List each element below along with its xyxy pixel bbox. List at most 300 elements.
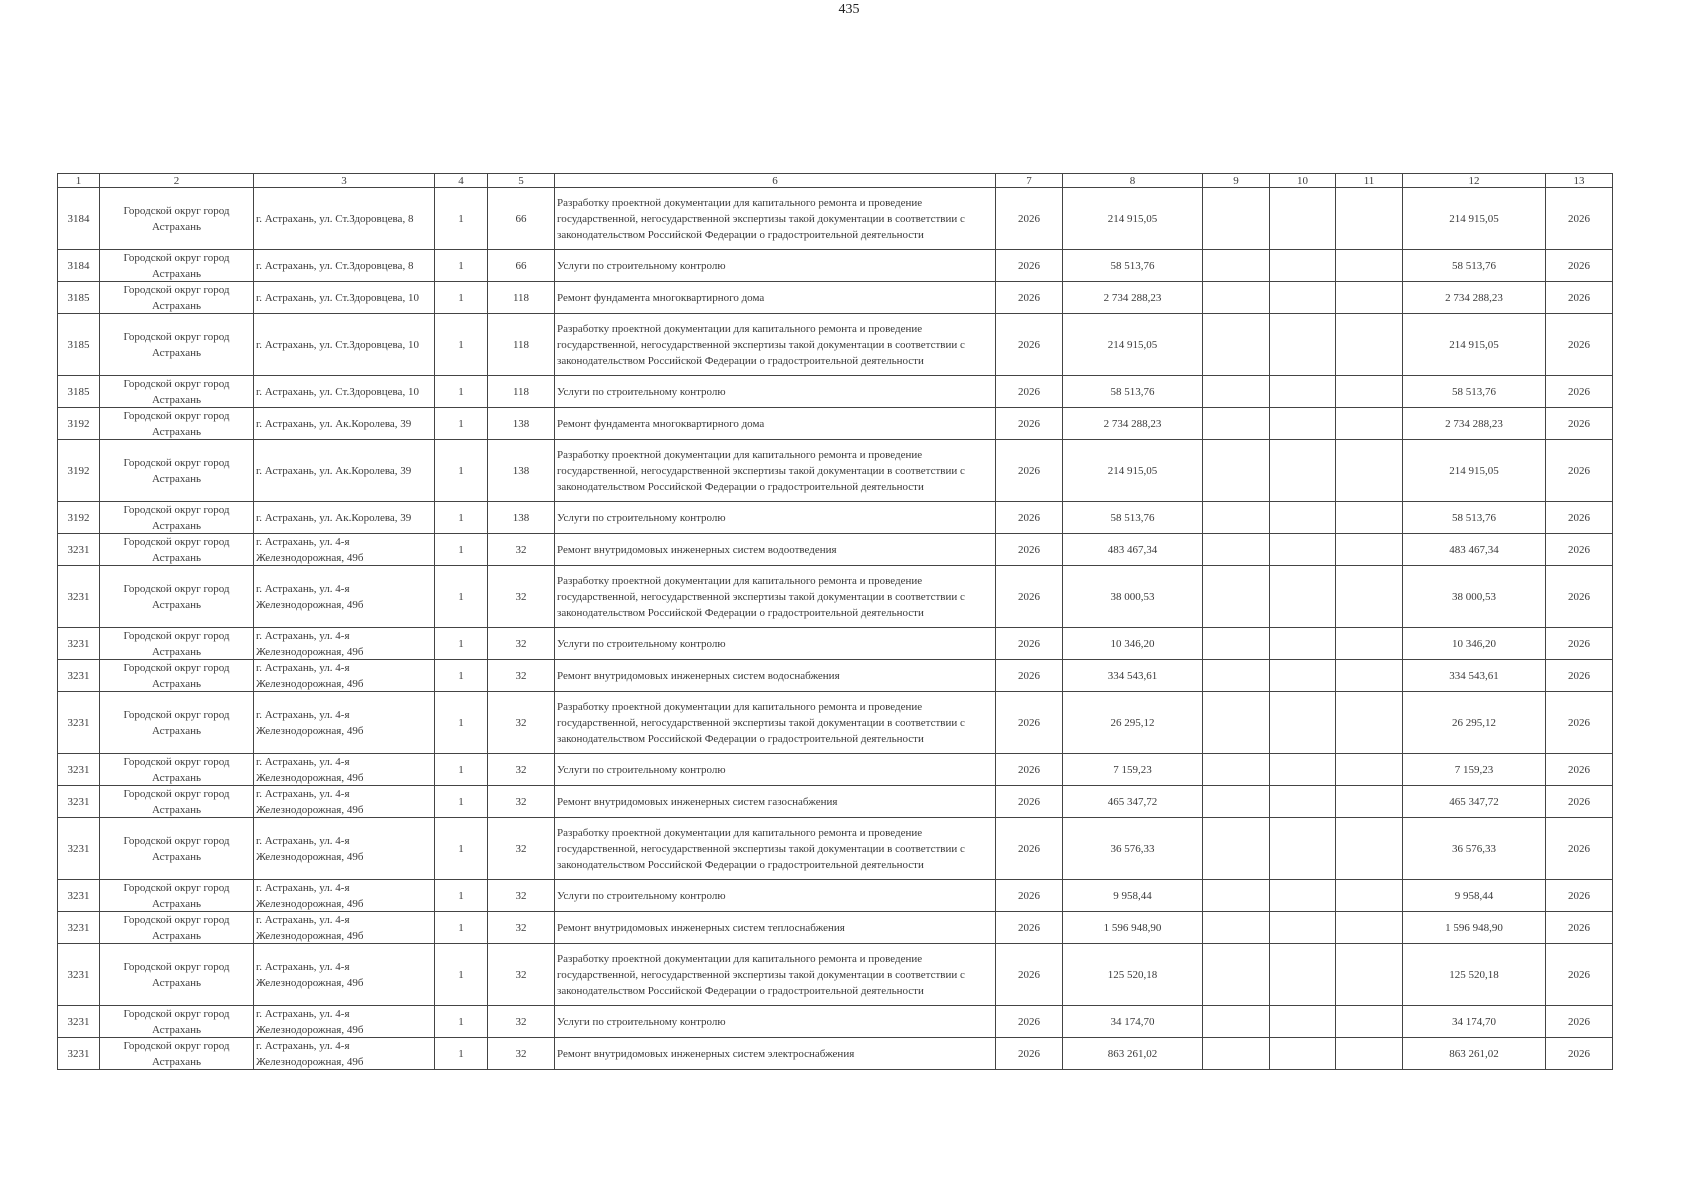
col5-value-text: 138 — [512, 511, 530, 524]
col11-value — [1336, 188, 1403, 250]
address-text: г. Астрахань, ул. Ст.Здоровцева, 10 — [256, 385, 419, 398]
municipality-text: Городской округ город Астрахань — [123, 582, 230, 611]
col10-value — [1270, 566, 1336, 628]
total-cost — [1063, 440, 1203, 502]
column-number-header: 11 — [1336, 174, 1403, 188]
completion-year-text: 2026 — [1568, 385, 1590, 398]
address-text: г. Астрахань, ул. Ак.Королева, 39 — [256, 464, 412, 477]
municipality — [100, 754, 254, 786]
col11-value — [1336, 786, 1403, 818]
col9-value — [1203, 282, 1270, 314]
fund-cost — [1403, 628, 1546, 660]
fund-cost — [1403, 314, 1546, 376]
total-cost-text: 334 543,61 — [1107, 669, 1158, 682]
completion-year — [1546, 818, 1613, 880]
col4-value-text: 1 — [458, 338, 464, 351]
table-row — [58, 944, 1613, 1006]
year — [996, 692, 1063, 754]
col10-value — [1270, 502, 1336, 534]
work-type-text: Услуги по строительному контролю — [557, 259, 726, 272]
col4-value-text: 1 — [458, 464, 464, 477]
fund-cost — [1403, 440, 1546, 502]
col11-value — [1336, 534, 1403, 566]
col5-value-text: 66 — [515, 212, 527, 225]
col5-value — [488, 314, 555, 376]
col5-value — [488, 376, 555, 408]
col4-value-text: 1 — [458, 763, 464, 776]
fund-cost — [1403, 408, 1546, 440]
column-number-header: 2 — [100, 174, 254, 188]
row-number-text: 3231 — [67, 842, 90, 855]
table-row — [58, 250, 1613, 282]
table-row — [58, 566, 1613, 628]
col11-value — [1336, 1006, 1403, 1038]
col5-value — [488, 188, 555, 250]
address-text: г. Астрахань, ул. Ст.Здоровцева, 10 — [256, 291, 419, 304]
work-type — [555, 408, 996, 440]
col5-value-text: 32 — [515, 590, 527, 603]
municipality-text: Городской округ город Астрахань — [123, 456, 230, 485]
col5-value-text: 66 — [515, 259, 527, 272]
col4-value — [435, 880, 488, 912]
address-text: г. Астрахань, ул. 4-я Железнодорожная, 49б — [256, 756, 364, 784]
capital-repair-table — [57, 173, 1613, 1070]
col4-value-text: 1 — [458, 590, 464, 603]
work-type — [555, 440, 996, 502]
total-cost — [1063, 880, 1203, 912]
total-cost-text: 10 346,20 — [1110, 637, 1155, 650]
total-cost-text: 58 513,76 — [1110, 385, 1155, 398]
address-text: г. Астрахань, ул. 4-я Железнодорожная, 49б — [256, 1040, 364, 1068]
fund-cost — [1403, 880, 1546, 912]
table-row — [58, 818, 1613, 880]
fund-cost-text: 214 915,05 — [1449, 212, 1499, 225]
col4-value — [435, 440, 488, 502]
row-number-text: 3231 — [67, 1015, 90, 1028]
municipality — [100, 376, 254, 408]
fund-cost-text: 26 295,12 — [1452, 716, 1496, 729]
col9-value — [1203, 754, 1270, 786]
col4-value — [435, 502, 488, 534]
total-cost-text: 214 915,05 — [1107, 338, 1158, 351]
col4-value-text: 1 — [458, 716, 464, 729]
work-type — [555, 660, 996, 692]
fund-cost-text: 214 915,05 — [1449, 338, 1499, 351]
row-number — [58, 282, 100, 314]
col9-value — [1203, 912, 1270, 944]
col11-value — [1336, 754, 1403, 786]
address-text: г. Астрахань, ул. 4-я Железнодорожная, 49б — [256, 536, 364, 564]
row-number-text: 3231 — [67, 763, 90, 776]
col9-value — [1203, 818, 1270, 880]
address — [254, 912, 435, 944]
completion-year-text: 2026 — [1568, 259, 1590, 272]
year-text: 2026 — [1018, 889, 1040, 902]
col4-value-text: 1 — [458, 921, 464, 934]
col10-value — [1270, 628, 1336, 660]
col4-value — [435, 408, 488, 440]
completion-year — [1546, 282, 1613, 314]
row-number-text: 3231 — [67, 590, 90, 603]
address — [254, 786, 435, 818]
municipality-text: Городской округ город Астрахань — [123, 504, 230, 532]
work-type-text: Ремонт внутридомовых инженерных систем электроснабжения — [557, 1047, 855, 1060]
row-number — [58, 440, 100, 502]
col11-value — [1336, 440, 1403, 502]
municipality — [100, 314, 254, 376]
col4-value-text: 1 — [458, 669, 464, 682]
address — [254, 944, 435, 1006]
col5-value — [488, 1006, 555, 1038]
work-type — [555, 1006, 996, 1038]
work-type — [555, 502, 996, 534]
col11-value — [1336, 818, 1403, 880]
fund-cost — [1403, 534, 1546, 566]
col5-value-text: 32 — [515, 1047, 527, 1060]
fund-cost — [1403, 1006, 1546, 1038]
col5-value — [488, 282, 555, 314]
col4-value-text: 1 — [458, 212, 464, 225]
col10-value — [1270, 880, 1336, 912]
total-cost — [1063, 250, 1203, 282]
row-number — [58, 566, 100, 628]
row-number-text: 3185 — [67, 338, 90, 351]
completion-year-text: 2026 — [1568, 511, 1590, 524]
municipality-text: Городской округ город Астрахань — [123, 630, 230, 658]
col9-value — [1203, 534, 1270, 566]
col4-value-text: 1 — [458, 291, 464, 304]
year — [996, 912, 1063, 944]
year-text: 2026 — [1018, 338, 1040, 351]
col4-value — [435, 314, 488, 376]
municipality — [100, 660, 254, 692]
year — [996, 282, 1063, 314]
column-number-header: 10 — [1270, 174, 1336, 188]
municipality — [100, 628, 254, 660]
col9-value — [1203, 944, 1270, 1006]
work-type — [555, 566, 996, 628]
total-cost-text: 34 174,70 — [1110, 1015, 1155, 1028]
col4-value-text: 1 — [458, 511, 464, 524]
col4-value — [435, 250, 488, 282]
col11-value — [1336, 314, 1403, 376]
work-type — [555, 376, 996, 408]
completion-year — [1546, 250, 1613, 282]
completion-year-text: 2026 — [1568, 291, 1590, 304]
total-cost-text: 7 159,23 — [1113, 763, 1152, 776]
fund-cost-text: 2 734 288,23 — [1445, 291, 1503, 304]
table-row — [58, 1006, 1613, 1038]
row-number — [58, 534, 100, 566]
total-cost-text: 36 576,33 — [1110, 842, 1155, 855]
municipality — [100, 1006, 254, 1038]
address — [254, 502, 435, 534]
work-type-text: Ремонт внутридомовых инженерных систем водоснабжения — [557, 669, 840, 682]
col5-value — [488, 502, 555, 534]
row-number-text: 3192 — [67, 511, 90, 524]
row-number — [58, 660, 100, 692]
col11-value — [1336, 880, 1403, 912]
year-text: 2026 — [1018, 212, 1040, 225]
total-cost — [1063, 566, 1203, 628]
year — [996, 786, 1063, 818]
total-cost-text: 2 734 288,23 — [1103, 417, 1162, 430]
work-type-text: Ремонт внутридомовых инженерных систем водоотведения — [557, 543, 837, 556]
year-text: 2026 — [1018, 291, 1040, 304]
work-type-text: Услуги по строительному контролю — [557, 637, 726, 650]
col5-value — [488, 818, 555, 880]
municipality — [100, 818, 254, 880]
completion-year — [1546, 1038, 1613, 1070]
row-number-text: 3231 — [67, 637, 90, 650]
year-text: 2026 — [1018, 795, 1040, 808]
total-cost — [1063, 376, 1203, 408]
table-row — [58, 692, 1613, 754]
column-number-header: 13 — [1546, 174, 1613, 188]
year-text: 2026 — [1018, 842, 1040, 855]
municipality — [100, 944, 254, 1006]
completion-year-text: 2026 — [1568, 795, 1590, 808]
column-number-header: 1 — [58, 174, 100, 188]
municipality — [100, 880, 254, 912]
col10-value — [1270, 250, 1336, 282]
work-type-text: Ремонт фундамента многоквартирного дома — [557, 417, 765, 430]
col9-value — [1203, 376, 1270, 408]
year-text: 2026 — [1018, 637, 1040, 650]
address-text: г. Астрахань, ул. Ст.Здоровцева, 8 — [256, 212, 414, 225]
table-row — [58, 628, 1613, 660]
address — [254, 376, 435, 408]
col11-value — [1336, 250, 1403, 282]
address-text: г. Астрахань, ул. 4-я Железнодорожная, 49б — [256, 788, 364, 816]
fund-cost-text: 58 513,76 — [1452, 385, 1496, 398]
row-number-text: 3231 — [67, 968, 90, 981]
col11-value — [1336, 408, 1403, 440]
row-number-text: 3231 — [67, 543, 90, 556]
work-type — [555, 1038, 996, 1070]
col5-value — [488, 786, 555, 818]
year — [996, 1038, 1063, 1070]
col5-value-text: 32 — [515, 637, 527, 650]
year — [996, 188, 1063, 250]
work-type — [555, 692, 996, 754]
table-row — [58, 534, 1613, 566]
col4-value-text: 1 — [458, 417, 464, 430]
municipality-text: Городской округ город Астрахань — [123, 662, 230, 690]
col11-value — [1336, 944, 1403, 1006]
completion-year-text: 2026 — [1568, 1047, 1590, 1060]
municipality-text: Городской округ город Астрахань — [123, 284, 230, 312]
col9-value — [1203, 628, 1270, 660]
col9-value — [1203, 660, 1270, 692]
col5-value — [488, 692, 555, 754]
year-text: 2026 — [1018, 763, 1040, 776]
col9-value — [1203, 440, 1270, 502]
municipality — [100, 534, 254, 566]
col11-value — [1336, 376, 1403, 408]
year — [996, 944, 1063, 1006]
col4-value-text: 1 — [458, 795, 464, 808]
fund-cost — [1403, 660, 1546, 692]
year-text: 2026 — [1018, 1047, 1040, 1060]
completion-year — [1546, 912, 1613, 944]
col4-value-text: 1 — [458, 1047, 464, 1060]
year — [996, 818, 1063, 880]
col9-value — [1203, 1006, 1270, 1038]
row-number — [58, 502, 100, 534]
fund-cost — [1403, 376, 1546, 408]
column-number-header: 4 — [435, 174, 488, 188]
year-text: 2026 — [1018, 1015, 1040, 1028]
col4-value — [435, 786, 488, 818]
fund-cost-text: 334 543,61 — [1449, 669, 1499, 682]
municipality — [100, 440, 254, 502]
work-type — [555, 628, 996, 660]
year-text: 2026 — [1018, 968, 1040, 981]
municipality — [100, 692, 254, 754]
total-cost-text: 58 513,76 — [1110, 511, 1155, 524]
work-type — [555, 534, 996, 566]
col5-value-text: 32 — [515, 543, 527, 556]
col11-value — [1336, 692, 1403, 754]
address-text: г. Астрахань, ул. 4-я Железнодорожная, 49б — [256, 708, 364, 737]
address — [254, 880, 435, 912]
col10-value — [1270, 314, 1336, 376]
fund-cost-text: 10 346,20 — [1452, 637, 1496, 650]
row-number-text: 3192 — [67, 417, 90, 430]
col5-value-text: 138 — [512, 417, 530, 430]
col4-value-text: 1 — [458, 1015, 464, 1028]
col5-value — [488, 944, 555, 1006]
col10-value — [1270, 1038, 1336, 1070]
year-text: 2026 — [1018, 921, 1040, 934]
completion-year — [1546, 786, 1613, 818]
address — [254, 754, 435, 786]
fund-cost — [1403, 502, 1546, 534]
completion-year — [1546, 692, 1613, 754]
work-type — [555, 944, 996, 1006]
col4-value-text: 1 — [458, 842, 464, 855]
total-cost — [1063, 628, 1203, 660]
municipality-text: Городской округ город Астрахань — [123, 834, 230, 863]
total-cost-text: 863 261,02 — [1107, 1047, 1158, 1060]
work-type-text: Услуги по строительному контролю — [557, 1015, 726, 1028]
work-type-text: Разработку проектной документации для капитального ремонта и проведение государственной, негосударственной экспертизы такой документации в соответствии с законодательством Российской Федерации о градостроительной деятельности — [557, 826, 965, 871]
table-row — [58, 880, 1613, 912]
total-cost — [1063, 408, 1203, 440]
table-row — [58, 282, 1613, 314]
year-text: 2026 — [1018, 716, 1040, 729]
address-text: г. Астрахань, ул. 4-я Железнодорожная, 49б — [256, 582, 364, 611]
total-cost — [1063, 754, 1203, 786]
table-row — [58, 376, 1613, 408]
col5-value — [488, 628, 555, 660]
address-text: г. Астрахань, ул. 4-я Железнодорожная, 49б — [256, 834, 364, 863]
address — [254, 1006, 435, 1038]
col9-value — [1203, 314, 1270, 376]
year — [996, 628, 1063, 660]
col4-value — [435, 534, 488, 566]
address — [254, 188, 435, 250]
row-number — [58, 250, 100, 282]
col10-value — [1270, 534, 1336, 566]
total-cost — [1063, 660, 1203, 692]
table-row — [58, 314, 1613, 376]
work-type — [555, 818, 996, 880]
row-number — [58, 376, 100, 408]
fund-cost — [1403, 566, 1546, 628]
fund-cost — [1403, 754, 1546, 786]
row-number-text: 3231 — [67, 921, 90, 934]
total-cost-text: 1 596 948,90 — [1103, 921, 1162, 934]
col10-value — [1270, 1006, 1336, 1038]
completion-year — [1546, 376, 1613, 408]
fund-cost — [1403, 1038, 1546, 1070]
col11-value — [1336, 1038, 1403, 1070]
col4-value-text: 1 — [458, 968, 464, 981]
col5-value — [488, 534, 555, 566]
column-number-header: 8 — [1063, 174, 1203, 188]
year — [996, 250, 1063, 282]
year — [996, 754, 1063, 786]
col4-value — [435, 944, 488, 1006]
col4-value — [435, 818, 488, 880]
col10-value — [1270, 818, 1336, 880]
column-number-header: 7 — [996, 174, 1063, 188]
completion-year — [1546, 314, 1613, 376]
municipality-text: Городской округ город Астрахань — [123, 756, 230, 784]
col10-value — [1270, 660, 1336, 692]
municipality-text: Городской округ город Астрахань — [123, 252, 230, 280]
col11-value — [1336, 502, 1403, 534]
col9-value — [1203, 408, 1270, 440]
table-row — [58, 502, 1613, 534]
completion-year — [1546, 440, 1613, 502]
col11-value — [1336, 628, 1403, 660]
completion-year-text: 2026 — [1568, 637, 1590, 650]
row-number-text: 3184 — [67, 259, 90, 272]
col11-value — [1336, 282, 1403, 314]
row-number — [58, 912, 100, 944]
address-text: г. Астрахань, ул. 4-я Железнодорожная, 49б — [256, 882, 364, 910]
work-type — [555, 880, 996, 912]
col4-value — [435, 692, 488, 754]
total-cost — [1063, 282, 1203, 314]
col10-value — [1270, 188, 1336, 250]
col10-value — [1270, 440, 1336, 502]
address — [254, 282, 435, 314]
fund-cost — [1403, 944, 1546, 1006]
work-type-text: Ремонт внутридомовых инженерных систем теплоснабжения — [557, 921, 845, 934]
year — [996, 534, 1063, 566]
row-number-text: 3231 — [67, 795, 90, 808]
total-cost-text: 465 347,72 — [1107, 795, 1158, 808]
col5-value — [488, 250, 555, 282]
address — [254, 692, 435, 754]
fund-cost-text: 483 467,34 — [1449, 543, 1499, 556]
col5-value — [488, 912, 555, 944]
fund-cost — [1403, 912, 1546, 944]
fund-cost-text: 125 520,18 — [1449, 968, 1499, 981]
fund-cost — [1403, 188, 1546, 250]
row-number-text: 3231 — [67, 669, 90, 682]
table-row — [58, 786, 1613, 818]
municipality-text: Городской округ город Астрахань — [123, 960, 230, 989]
work-type-text: Ремонт внутридомовых инженерных систем газоснабжения — [557, 795, 838, 808]
column-number-header: 5 — [488, 174, 555, 188]
fund-cost — [1403, 282, 1546, 314]
fund-cost-text: 465 347,72 — [1449, 795, 1499, 808]
